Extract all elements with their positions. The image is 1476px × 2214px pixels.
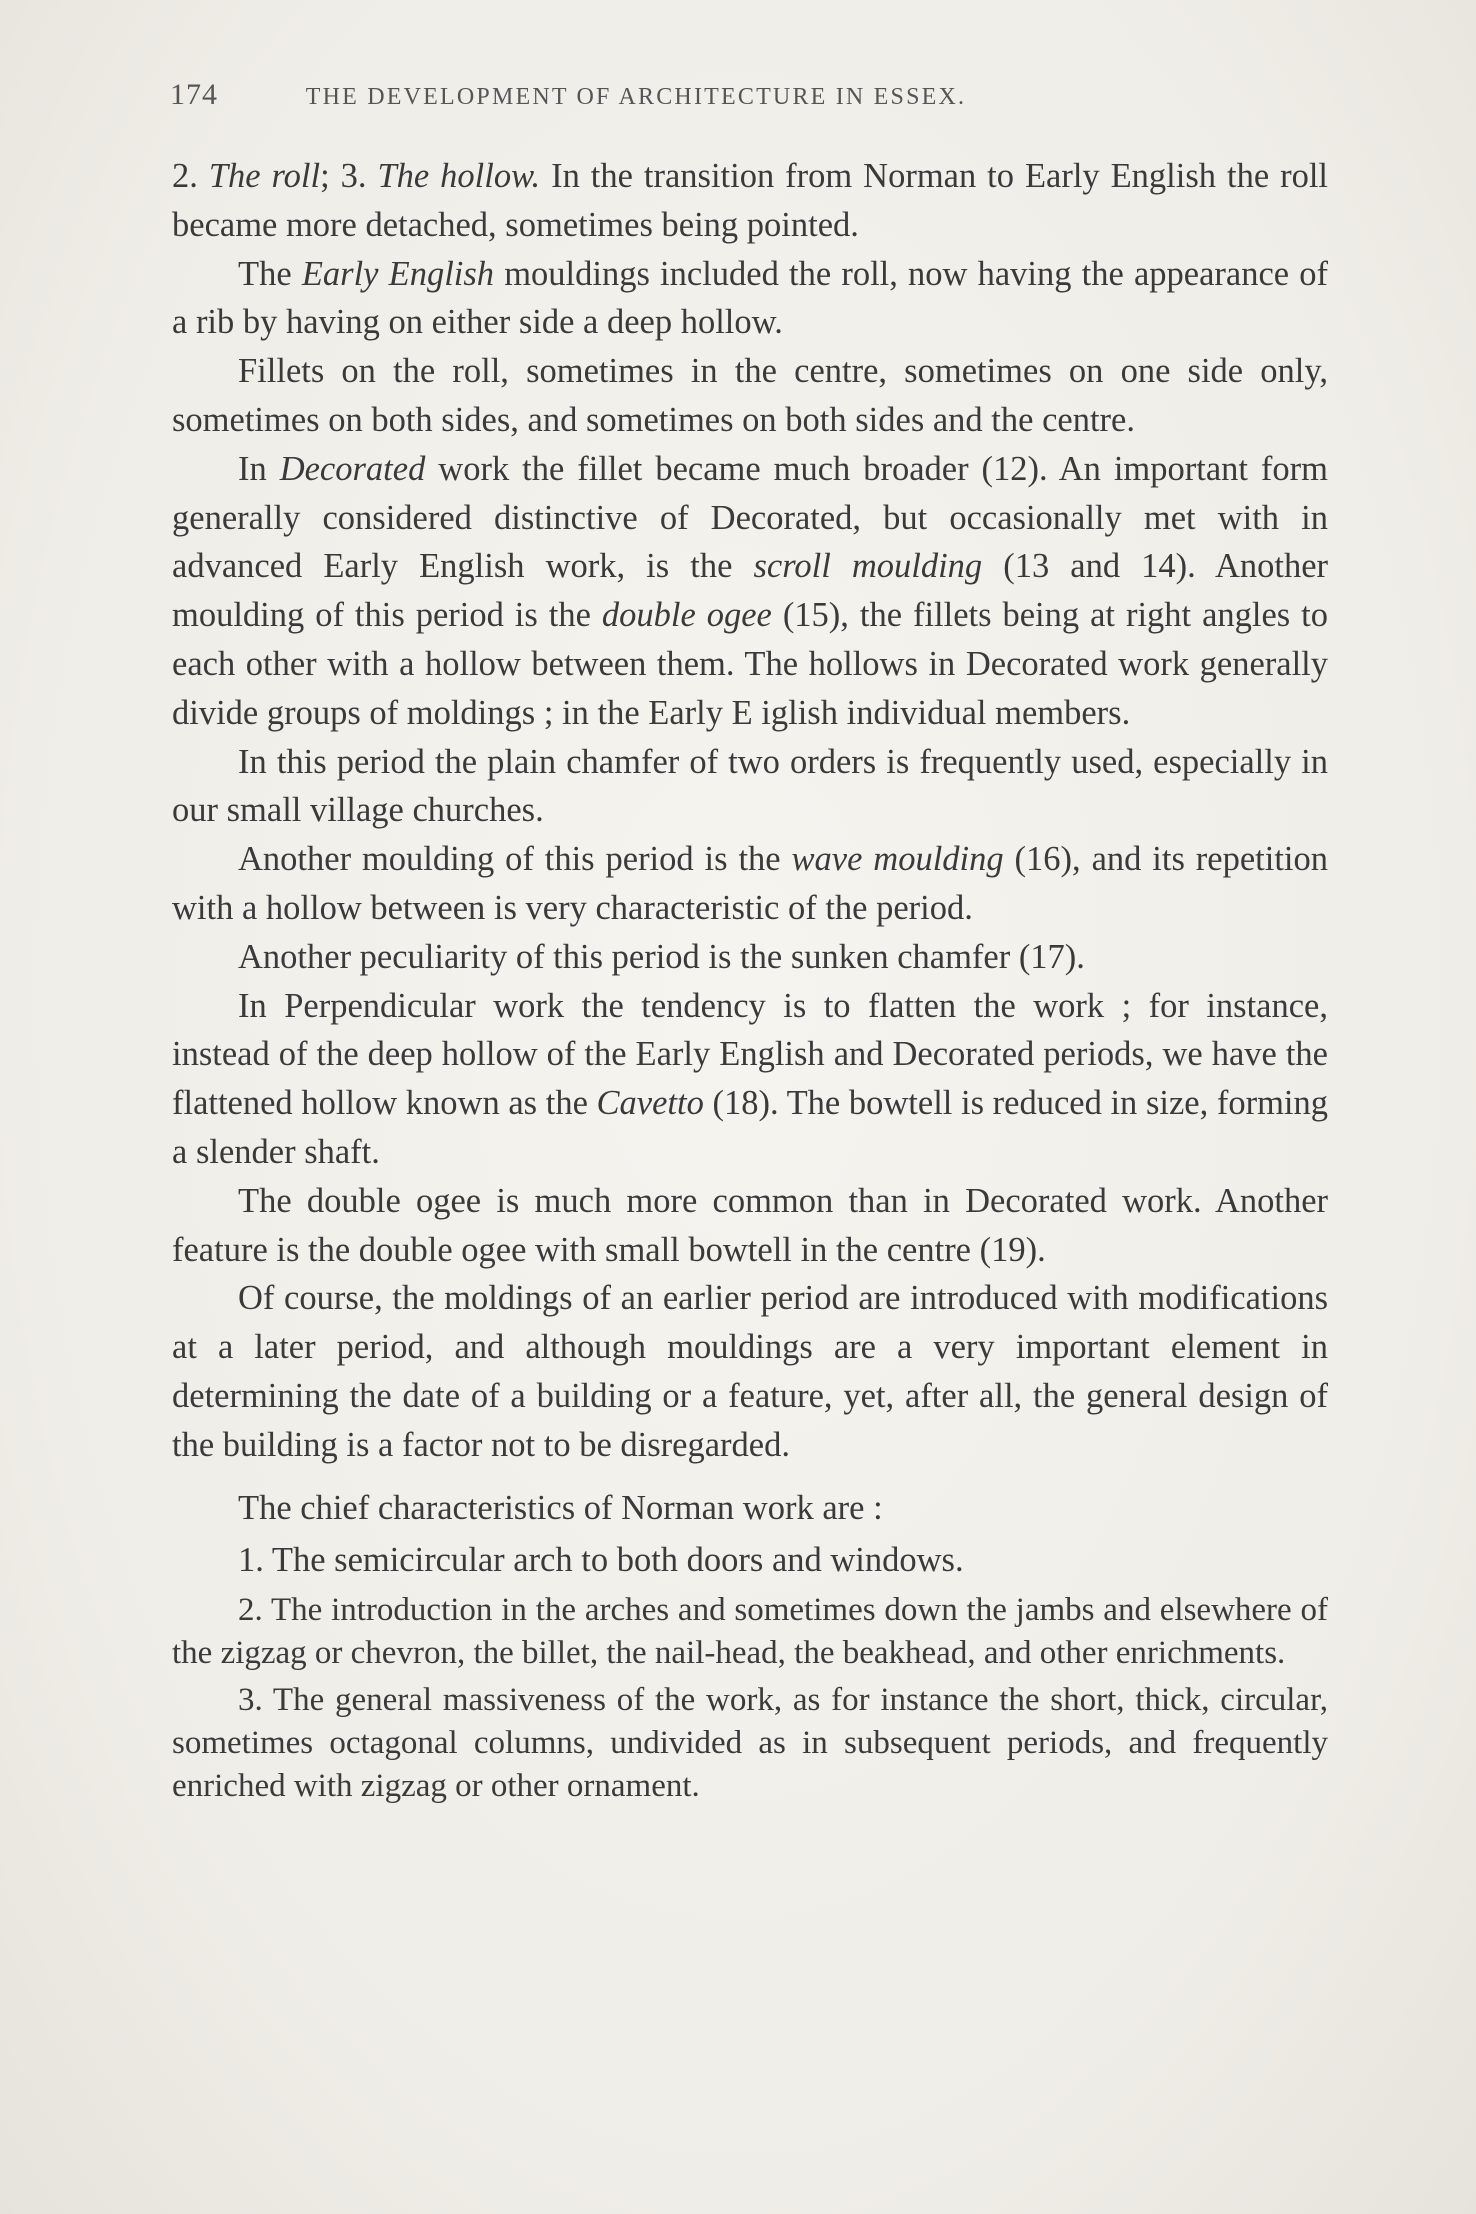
body-text bbox=[172, 152, 1328, 1808]
text-run: The bbox=[238, 254, 302, 293]
list-item: 1. The semicircular arch to both doors and windows. bbox=[238, 1541, 964, 1580]
paragraph bbox=[172, 738, 1328, 836]
italic-term: double ogee bbox=[601, 596, 772, 635]
text-run: mouldings included the roll, now having the appearance of a rib by having on either side a deep hollow. bbox=[172, 254, 1328, 342]
italic-term: The roll bbox=[208, 157, 321, 195]
italic-term: The hollow. bbox=[377, 157, 541, 195]
paragraph bbox=[172, 347, 1328, 445]
text-run: In bbox=[238, 449, 280, 488]
text-run: Another moulding of this period is the bbox=[238, 840, 792, 879]
paragraph bbox=[172, 1484, 1328, 1533]
text-run: (15), the fillets being at right angles to each other with a hollow between them. The hollows in Decorated work generally divide groups of moldings ; in the Early E iglish individual members. bbox=[172, 596, 1328, 732]
text-run: In the transition from Norman to Early English the roll became more detached, sometimes being pointed. bbox=[172, 157, 1328, 244]
text-run: In Perpendicular work the tendency is to flatten the work ; for instance, instead of the deep hollow of the Early English and Decorated periods, we have the flattened hollow known as the bbox=[172, 986, 1328, 1123]
paragraph bbox=[172, 250, 1328, 348]
text-run: Fillets on the roll, sometimes in the centre, sometimes on one side only, sometimes on both sides, and sometimes on both sides and the centre. bbox=[172, 352, 1328, 439]
text-run: The double ogee is much more common than in Decorated work. Another feature is the double ogee with small bowtell in the centre (19). bbox=[172, 1181, 1328, 1269]
text-run: work the fillet became much broader (12). An important form generally considered distinctive of Decorated, but occasionally met with in advanced Early English work, is the bbox=[172, 449, 1328, 586]
text-run: In this period the plain chamfer of two orders is frequently used, especially in our small village churches. bbox=[172, 742, 1328, 830]
italic-term: Decorated bbox=[279, 449, 426, 488]
paragraph bbox=[172, 1274, 1328, 1469]
text-run: Another peculiarity of this period is the sunken chamfer (17). bbox=[238, 937, 1085, 976]
page-number: 174 bbox=[170, 78, 218, 111]
paragraph bbox=[172, 445, 1328, 738]
italic-term: scroll moulding bbox=[753, 547, 983, 586]
italic-term: Early English bbox=[301, 254, 495, 293]
paragraph bbox=[172, 152, 1328, 250]
paragraph bbox=[172, 835, 1328, 933]
italic-term: wave moulding bbox=[791, 840, 1004, 879]
running-title: THE DEVELOPMENT OF ARCHITECTURE IN ESSEX. bbox=[305, 84, 967, 110]
list-item: 3. The general massiveness of the work, as for instance the short, thick, circular, sometimes octagonal columns, undivided as in subsequent periods, and frequently enriched with zigzag or other ornament. bbox=[172, 1682, 1328, 1805]
text-run: (18). The bowtell is reduced in size, forming a slender shaft. bbox=[172, 1084, 1328, 1171]
italic-term: Cavetto bbox=[596, 1084, 704, 1123]
text-run: Of course, the moldings of an earlier period are introduced with modifications at a later period, and although mouldings are a very important element in determining the date of a building or a feature, yet, after all, the general design of the building is a factor not to be disregarded. bbox=[172, 1279, 1328, 1464]
paragraph bbox=[172, 1177, 1328, 1275]
paragraph bbox=[172, 982, 1328, 1177]
running-head bbox=[170, 78, 1330, 112]
text-run: (13 and 14). Another moulding of this period is the bbox=[172, 547, 1329, 635]
text-run: ; 3. bbox=[320, 157, 378, 195]
paragraph bbox=[172, 933, 1328, 982]
text-run: 2. bbox=[172, 157, 209, 195]
list-item: 2. The introduction in the arches and sometimes down the jambs and elsewhere of the zigzag or chevron, the billet, the nail-head, the beakhead, and other enrichments. bbox=[172, 1592, 1328, 1672]
text-run: (16), and its repetition with a hollow between is very characteristic of the period. bbox=[172, 840, 1328, 927]
text-run: The chief characteristics of Norman work are : bbox=[238, 1488, 883, 1527]
